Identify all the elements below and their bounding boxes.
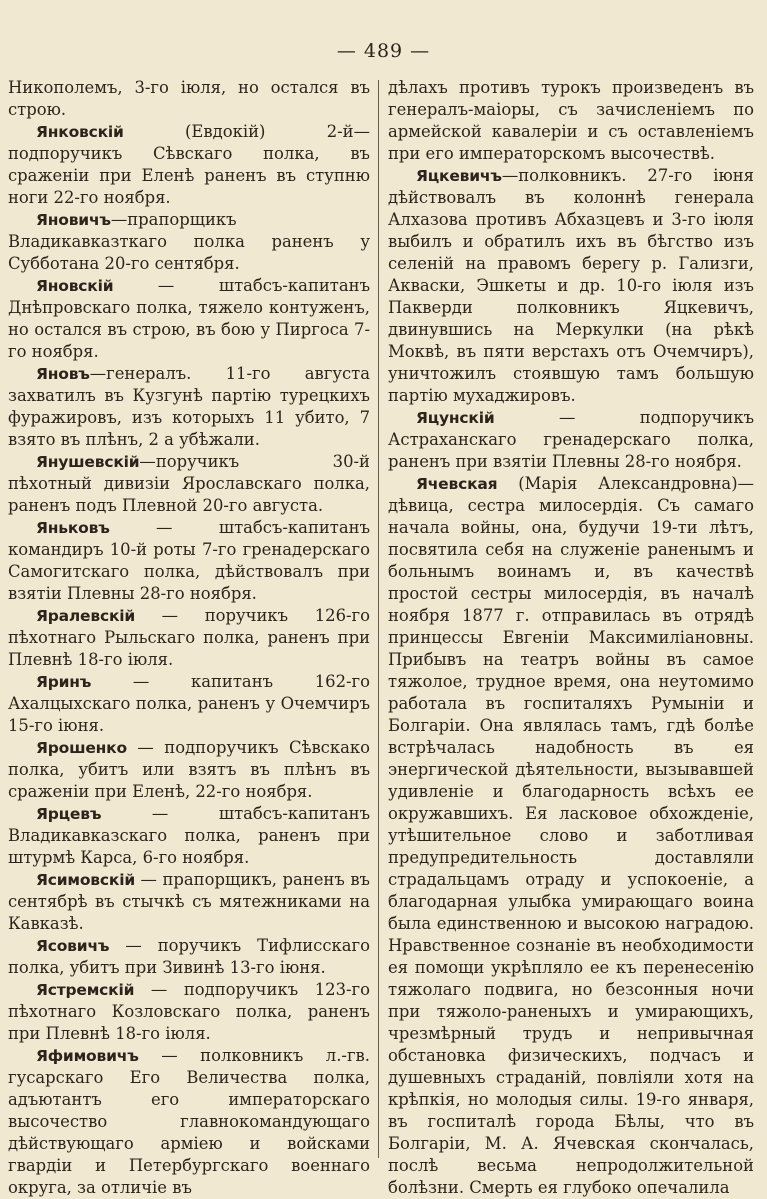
entry-headword: Яцкевичъ — [416, 167, 502, 185]
entry-text: — подпоручикъ 123-го пѣхотнаго Козловскаго полка, раненъ при Плевнѣ 18-го іюля. — [8, 980, 370, 1043]
entry-text: дѣлахъ противъ турокъ произведенъ въ генералъ-маіоры, съ зачисленіемъ по армейской кавалеріи и съ оставленіемъ при его императорскомъ высочествѣ. — [388, 78, 754, 163]
entry-text: — поручикъ 126-го пѣхотнаго Рыльскаго полка, раненъ при Плевнѣ 18-го іюля. — [8, 606, 370, 669]
entry-text: — штабсъ-капитанъ Владикавказскаго полка, раненъ при штурмѣ Карса, 6-го ноября. — [8, 804, 370, 867]
dictionary-entry — [8, 1045, 370, 1199]
entry-headword: Яновскій — [36, 277, 114, 295]
entry-headword: Яновичъ — [36, 211, 111, 229]
entry-text: —поручикъ 30-й пѣхотный дивизіи Ярославскаго полка, раненъ подъ Плевной 20-го августа. — [8, 452, 370, 515]
entry-text: —полковникъ. 27-го іюня дѣйствовалъ въ колоннѣ генерала Алхазова противъ Абхазцевъ и 3-го іюля выбилъ и обратилъ ихъ въ бѣгство изъ селеній на правомъ берегу р. Гализги, Акваски, Эшкеты и др. 10-го іюля изъ Пакверди полковникъ Яцкевичъ, двинувшись на Меркулки (на рѣкѣ Моквѣ, въ пяти верстахъ отъ Очемчиръ), уничтожилъ стоявшую тамъ большую партію мухаджировъ. — [388, 166, 754, 405]
entry-text: — штабсъ-капитанъ Днѣпровскаго полка, тяжело контуженъ, но остался въ строю, въ бою у Пиргоса 7-го ноября. — [8, 276, 370, 361]
entry-headword: Ярцевъ — [36, 805, 102, 823]
entry-headword: Яцунскій — [416, 409, 495, 427]
dictionary-entry — [8, 275, 370, 363]
dictionary-entry — [8, 209, 370, 275]
entry-text: —прапорщикъ Владикавказткаго полка раненъ у Субботана 20-го сентября. — [8, 210, 370, 273]
entry-headword: Яринъ — [36, 673, 92, 691]
entry-text: (Марія Александровна)—дѣвица, сестра милосердія. Съ самаго начала войны, она, будучи 19-ти лѣтъ, посвятила себя на служеніе раненымъ и больнымъ воинамъ и, въ качествѣ простой сестры милосердія, въ началѣ ноября 1877 г. отправилась въ отрядѣ принцессы Евгеніи Максимиліановны. Прибывъ на театръ войны въ самое тяжолое, трудное время, она неутомимо работала въ госпиталяхъ Румыніи и Болгаріи. Она являлась тамъ, гдѣ болѣе встрѣчалась надобность въ ея энергической дѣятельности, вызывавшей удивленіе и благодарность всѣхъ ее окружавшихъ. Ея ласковое обхожденіе, утѣшительное слово и заботливая предупредительность доставляли страдальцамъ отраду и успокоеніе, а благодарная улыбка умирающаго воина была единственною и высокою наградою. Нравственное сознаніе въ необходимости ея помощи укрѣпляло ее къ перенесенію тяжолаго подвига, но безсонныя ночи при тяжоло-раненыхъ и умирающихъ, чрезмѣрный трудъ и непривычная обстановка физическихъ, подчасъ и душевныхъ страданій, повліяли хотя на крѣпкія, но молодыя силы. 19-го января, въ госпиталѣ города Бѣлы, что въ Болгаріи, М. А. Ячевская скончалась, послѣ весьма непродолжительной болѣзни. Смерть ея глубоко опечалила — [388, 474, 754, 1197]
entry-text: (Евдокій) 2-й—подпоручикъ Сѣвскаго полка, въ сраженіи при Еленѣ раненъ въ ступню ноги 22-го ноября. — [8, 122, 370, 207]
dictionary-entry — [8, 671, 370, 737]
column-divider — [378, 80, 379, 1158]
dictionary-entry — [8, 517, 370, 605]
dictionary-entry — [8, 737, 370, 803]
dictionary-entry — [8, 979, 370, 1045]
entry-headword: Яралевскій — [36, 607, 136, 625]
entry-headword: Ястремскій — [36, 981, 135, 999]
dictionary-entry — [388, 407, 754, 473]
right-column — [388, 77, 754, 1199]
dictionary-entry — [388, 165, 754, 407]
entry-text: — подпоручикъ Астраханскаго гренадерскаго полка, раненъ при взятіи Плевны 28-го ноября. — [388, 408, 754, 471]
entry-text: — штабсъ-капитанъ командиръ 10-й роты 7-го гренадерскаго Самогитскаго полка, дѣйствовалъ при взятіи Плевны 28-го ноября. — [8, 518, 370, 603]
entry-headword: Ярошенко — [36, 739, 127, 757]
entry-headword: Ясовичъ — [36, 937, 110, 955]
entry-headword: Ячевская — [416, 475, 498, 493]
dictionary-entry — [8, 605, 370, 671]
dictionary-entry — [8, 935, 370, 979]
dictionary-entry — [8, 803, 370, 869]
entry-headword: Яфимовичъ — [36, 1047, 139, 1065]
entry-headword: Яновъ — [36, 365, 90, 383]
entry-text: — прапорщикъ, раненъ въ сентябрѣ въ стычкѣ съ мятежниками на Кавказѣ. — [8, 870, 370, 933]
dictionary-entry — [8, 121, 370, 209]
entry-text: — поручикъ Тифлисскаго полка, убитъ при Зивинѣ 13-го іюня. — [8, 936, 370, 977]
entry-text: —генералъ. 11-го августа захватилъ въ Кузгунѣ партію турецкихъ фуражировъ, изъ которыхъ 11 убито, 7 взято въ плѣнъ, 2 а убѣжали. — [8, 364, 370, 449]
dictionary-entry — [388, 77, 754, 165]
dictionary-entry — [8, 869, 370, 935]
entry-headword: Янушевскій — [36, 453, 140, 471]
entry-headword: Яньковъ — [36, 519, 110, 537]
entry-text: — полковникъ л.-гв. гусарскаго Его Величества полка, адъютантъ его императорскаго высочество главнокомандующаго дѣйствующаго арміею и войсками гвардіи и Петербургскаго военнаго округа, за отличіе въ — [8, 1046, 370, 1197]
entry-headword: Янковскій — [36, 123, 124, 141]
entry-text: — капитанъ 162-го Ахалцыхскаго полка, раненъ у Очемчиръ 15-го іюня. — [8, 672, 370, 735]
page-number: — 489 — — [336, 40, 431, 62]
dictionary-entry — [8, 363, 370, 451]
entry-text: — подпоручикъ Сѣвскако полка, убитъ или взятъ въ плѣнъ въ сраженіи при Еленѣ, 22-го ноября. — [8, 738, 370, 801]
dictionary-entry — [388, 473, 754, 1199]
dictionary-entry — [8, 451, 370, 517]
entry-headword: Ясимовскій — [36, 871, 135, 889]
entry-text: Никополемъ, 3-го іюля, но остался въ строю. — [8, 78, 370, 119]
left-column — [8, 77, 370, 1199]
dictionary-entry — [8, 77, 370, 121]
